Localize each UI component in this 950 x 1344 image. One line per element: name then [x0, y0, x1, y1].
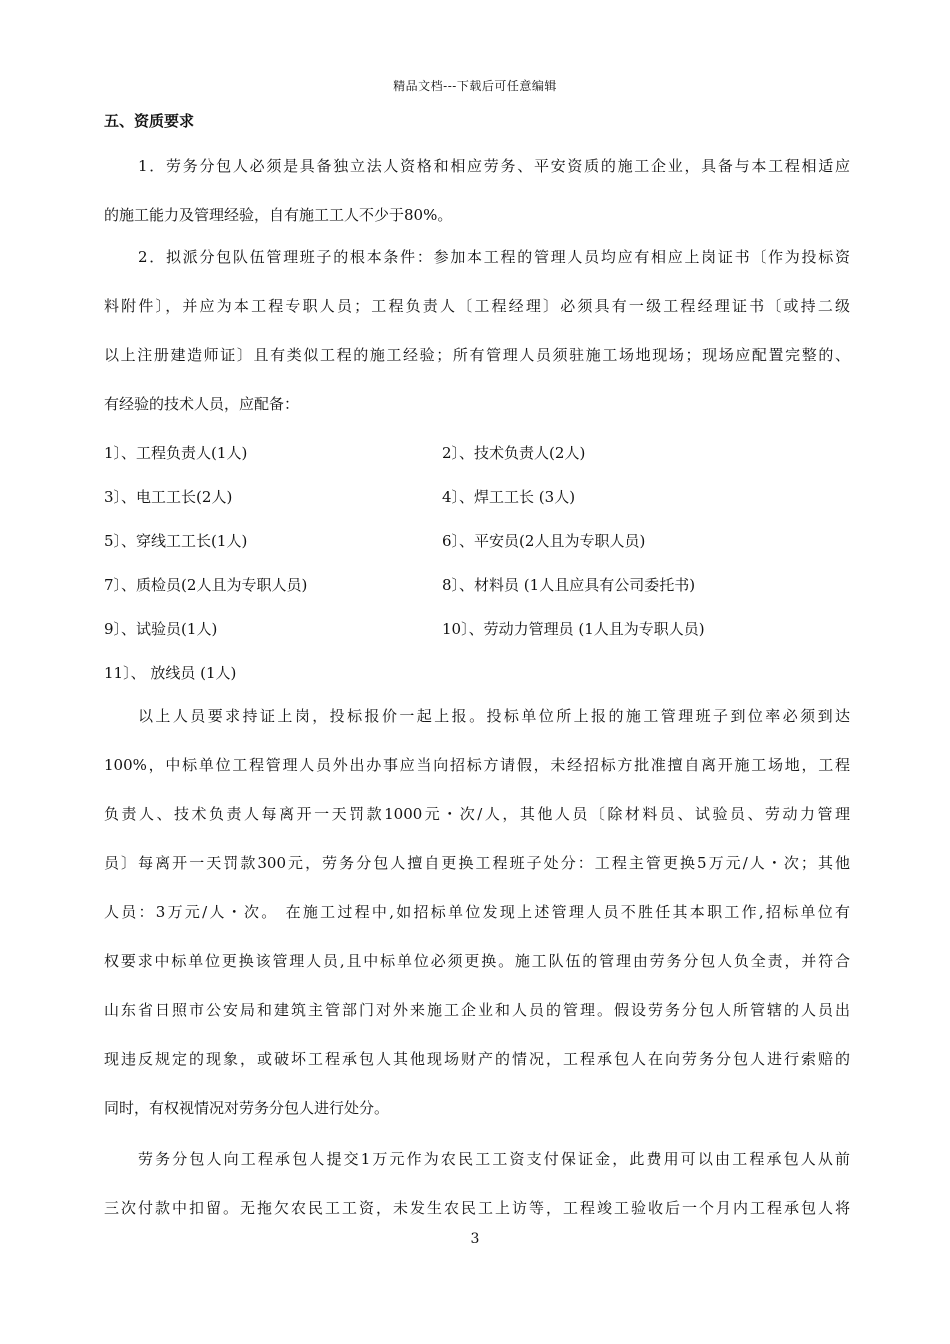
paragraph-line: 负责人、技术负责人每离开一天罚款1000元・次/人，其他人员〔除材料员、试验员、劳动力管理 [104, 805, 850, 823]
staff-list-item: 1〕、工程负责人(1人) [104, 444, 248, 462]
paragraph-line: 有经验的技术人员，应配备： [104, 395, 300, 413]
staff-list-row [104, 442, 850, 464]
paragraph-line: 山东省日照市公安局和建筑主管部门对外来施工企业和人员的管理。假设劳务分包人所管辖的人员出 [104, 1001, 850, 1019]
paragraph-line: 现违反规定的现象，或破坏工程承包人其他现场财产的情况，工程承包人在向劳务分包人进行索赔的 [104, 1050, 850, 1068]
staff-list-item: 2〕、技术负责人(2人) [442, 444, 586, 462]
staff-list-item: 10〕、劳动力管理员 (1人且为专职人员) [442, 620, 705, 638]
paragraph-line: 员〕每离开一天罚款300元，劳务分包人擅自更换工程班子处分：工程主管更换5万元/人・次；其他 [104, 854, 850, 872]
staff-list-row [104, 574, 850, 596]
paragraph-management-team [104, 233, 850, 429]
staff-list-item: 11〕、 放线员 (1人) [104, 664, 237, 682]
paragraph-line: 以上注册建造师证〕且有类似工程的施工经验；所有管理人员须驻施工场地现场；现场应配置完整的、 [104, 346, 850, 364]
paragraph-line: 2．拟派分包队伍管理班子的根本条件：参加本工程的管理人员均应有相应上岗证书〔作为投标资 [138, 248, 850, 266]
paragraph-line: 1．劳务分包人必须是具备独立法人资格和相应劳务、平安资质的施工企业，具备与本工程相适应 [138, 157, 850, 175]
staff-list-item: 5〕、穿线工工长(1人) [104, 532, 248, 550]
paragraph-line: 以上人员要求持证上岗，投标报价一起上报。投标单位所上报的施工管理班子到位率必须到达 [138, 707, 850, 725]
staff-list-item: 7〕、质检员(2人且为专职人员) [104, 576, 308, 594]
staff-list-row [104, 486, 850, 508]
paragraph-line: 100%，中标单位工程管理人员外出办事应当向招标方请假，未经招标方批准擅自离开施工场地，工程 [104, 756, 850, 774]
paragraph-line: 权要求中标单位更换该管理人员,且中标单位必须更换。施工队伍的管理由劳务分包人负全责，并符合 [104, 952, 850, 970]
staff-list-item: 9〕、试验员(1人) [104, 620, 218, 638]
paragraph-line: 同时，有权视情况对劳务分包人进行处分。 [104, 1099, 390, 1117]
paragraph-requirements [104, 692, 850, 1133]
paragraph-line: 的施工能力及管理经验，自有施工工人不少于80%。 [104, 206, 453, 224]
paragraph-line: 人员：3万元/人・次。 在施工过程中,如招标单位发现上述管理人员不胜任其本职工作,招标单位有 [104, 903, 850, 921]
staff-list-item: 6〕、平安员(2人且为专职人员) [442, 532, 646, 550]
paragraph-line: 劳务分包人向工程承包人提交1万元作为农民工工资支付保证金，此费用可以由工程承包人从前 [138, 1150, 850, 1168]
staff-list-row [104, 618, 850, 640]
staff-list-item: 4〕、焊工工长 (3人) [442, 488, 576, 506]
staff-list-row [104, 662, 850, 684]
staff-list-row [104, 530, 850, 552]
staff-list-item: 3〕、电工工长(2人) [104, 488, 233, 506]
section-title: 五、资质要求 [104, 112, 195, 130]
page-number: 3 [470, 1231, 480, 1247]
paragraph-line: 三次付款中扣留。无拖欠农民工工资，未发生农民工上访等，工程竣工验收后一个月内工程承包人将 [104, 1199, 850, 1217]
paragraph-line: 料附件〕，并应为本工程专职人员；工程负责人〔工程经理〕必须具有一级工程经理证书〔或持二级 [104, 297, 850, 315]
paragraph-qualification [104, 142, 850, 240]
page-header: 精品文档---下载后可任意编辑 [393, 79, 557, 93]
staff-list-item: 8〕、材料员 (1人且应具有公司委托书) [442, 576, 696, 594]
paragraph-wage-deposit [104, 1135, 850, 1233]
